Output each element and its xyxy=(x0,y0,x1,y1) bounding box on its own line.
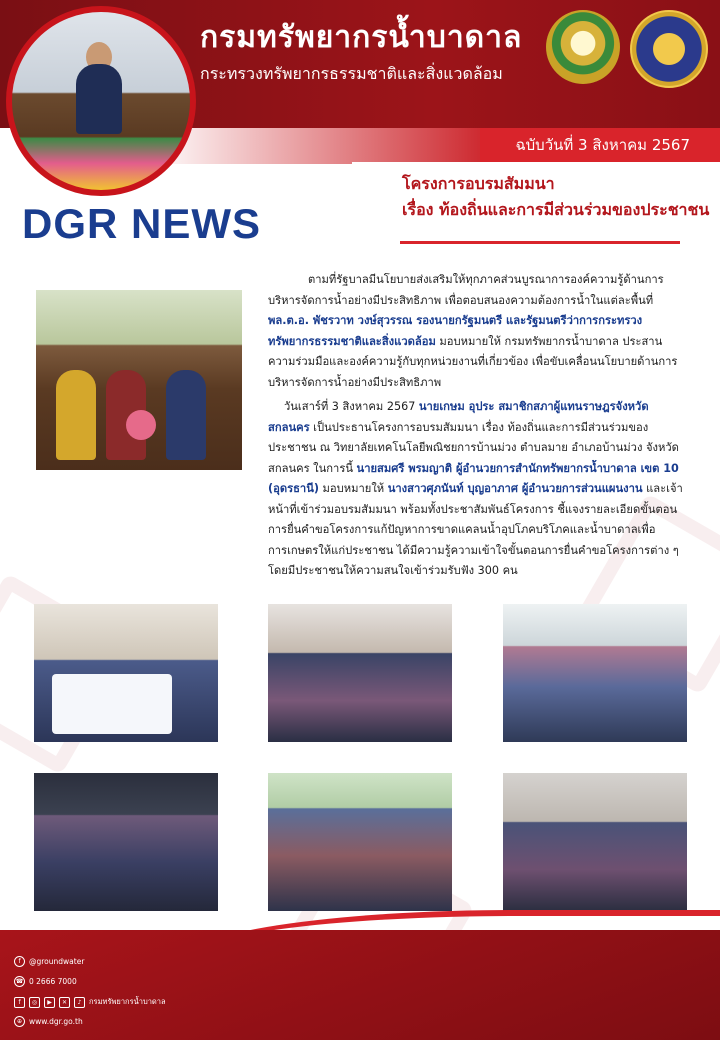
ministry-subtitle: กระทรวงทรัพยากรธรรมชาติและสิ่งแวดล้อม xyxy=(200,64,503,83)
article-text: มอบหมายให้ xyxy=(318,482,388,495)
footer-facebook[interactable]: @groundwater xyxy=(29,957,85,966)
footer xyxy=(0,930,720,1040)
footer-facebook-row xyxy=(14,956,84,967)
gallery-photo-audience-3 xyxy=(503,773,687,911)
project-title-line1: โครงการอบรมสัมมนา xyxy=(402,174,555,193)
title-divider xyxy=(400,241,680,244)
article-text: วันเสาร์ที่ 3 สิงหาคม 2567 xyxy=(284,400,419,413)
guests-photo xyxy=(36,290,242,470)
footer-phone-row xyxy=(14,976,77,987)
youtube-icon[interactable]: ▶ xyxy=(44,997,55,1008)
article-highlight: นายสมศรี พรมญาติ ผู้อำนวยการสำนักทรัพยากรน้ำบาดาล เขต 10 (อุดรธานี) xyxy=(268,461,679,495)
header-swoosh xyxy=(150,128,480,164)
footer-social-name: กรมทรัพยากรน้ำบาดาล xyxy=(89,997,166,1006)
gallery-photo-crowd-hall xyxy=(503,604,687,742)
flower-bouquet xyxy=(126,410,156,440)
news-heading: DGR NEWS xyxy=(22,200,261,247)
article-text: ตามที่รัฐบาลมีนโยบายส่งเสริมให้ทุกภาคส่วนบูรณาการองค์ความรู้ด้านการบริหารจัดการน้ำอย่างมีประสิทธิภาพ เพื่อตอบสนองความต้องการน้ำในแต่ละพื้นที่ xyxy=(268,273,664,307)
facebook-icon: f xyxy=(14,956,25,967)
article-paragraph-1 xyxy=(268,270,686,393)
article-highlight: นายเกษม อุประ สมาชิกสภาผู้แทนราษฎรจังหวัดสกลนคร xyxy=(268,400,649,434)
footer-website[interactable]: www.dgr.go.th xyxy=(29,1017,83,1026)
gallery-photo-speaker-audience xyxy=(268,604,452,742)
project-title-line2: เรื่อง ท้องถิ่นและการมีส่วนร่วมของประชาชน xyxy=(402,200,710,219)
x-icon[interactable]: ✕ xyxy=(59,997,70,1008)
project-title-box xyxy=(352,162,720,232)
dgr-seal-logo xyxy=(630,10,708,88)
article-highlight: พล.ต.อ. พัชรวาท วงษ์สุวรรณ รองนายกรัฐมนตรี และรัฐมนตรีว่าการกระทรวงทรัพยากรธรรมชาติและสิ่งแวดล้อม xyxy=(268,314,643,348)
article-paragraph-2 xyxy=(268,397,686,582)
article-body xyxy=(268,270,686,582)
article-text: เป็นประธานโครงการอบรมสัมมนา เรื่อง ท้องถิ่นและการมีส่วนร่วมของประชาชน ณ วิทยาลัยเทคโนโลยีพณิชยการบ้านม่วง ตำบลมาย อำเภอบ้านม่วง จังหวัดสกลนคร ในการนี้ xyxy=(268,420,679,475)
gallery-photo-presenter xyxy=(34,604,218,742)
footer-website-row xyxy=(14,1016,83,1027)
facebook-icon[interactable]: f xyxy=(14,997,25,1008)
footer-phone[interactable]: 0 2666 7000 xyxy=(29,977,77,986)
department-title: กรมทรัพยากรน้ำบาดาล xyxy=(200,20,523,55)
globe-icon: ⊕ xyxy=(14,1016,25,1027)
speaker-body xyxy=(76,64,122,134)
ministry-emblem-logo xyxy=(546,10,620,84)
speaker-photo xyxy=(6,6,196,196)
footer-social-row xyxy=(14,996,166,1008)
guest-figure xyxy=(56,370,96,460)
guest-figure xyxy=(166,370,206,460)
instagram-icon[interactable]: ◎ xyxy=(29,997,40,1008)
article-text: และเจ้าหน้าที่เข้าร่วมอบรมสัมมนา พร้อมทั้งประชาสัมพันธ์โครงการ ชี้แจงรายละเอียดขั้นตอน การยื่นคำขอโครงการแก้ปัญหาการขาดแคลนน้ำอุปโภคบริโภคและน้ำบาดาลเพื่อการเกษตรให้แก่ประชาชน ได้มีความรู้ความเข้าใจขั้นตอนการยื่นคำขอโครงการต่าง ๆ โดยมีประชาชนให้ความสนใจเข้าร่วมรับฟัง 300 คน xyxy=(268,482,683,577)
article-highlight: นางสาวศุภนันท์ บุญอาภาศ ผู้อำนวยการส่วนแผนงาน xyxy=(387,482,643,495)
gallery-photo-audience-1 xyxy=(34,773,218,911)
article-text: มอบหมายให้ กรมทรัพยากรน้ำบาดาล ประสานความร่วมมือและองค์ความรู้กับทุกหน่วยงานที่เกี่ยวข้อง เพื่อขับเคลื่อนนโยบายด้านการบริหารจัดการน้ำอย่างมีประสิทธิภาพ xyxy=(268,334,678,389)
gallery-photo-audience-2 xyxy=(268,773,452,911)
phone-icon: ☎ xyxy=(15,978,24,985)
presentation-board xyxy=(52,674,172,734)
tiktok-icon[interactable]: ♪ xyxy=(74,997,85,1008)
issue-date-bar: ฉบับวันที่ 3 สิงหาคม 2567 xyxy=(480,128,720,162)
